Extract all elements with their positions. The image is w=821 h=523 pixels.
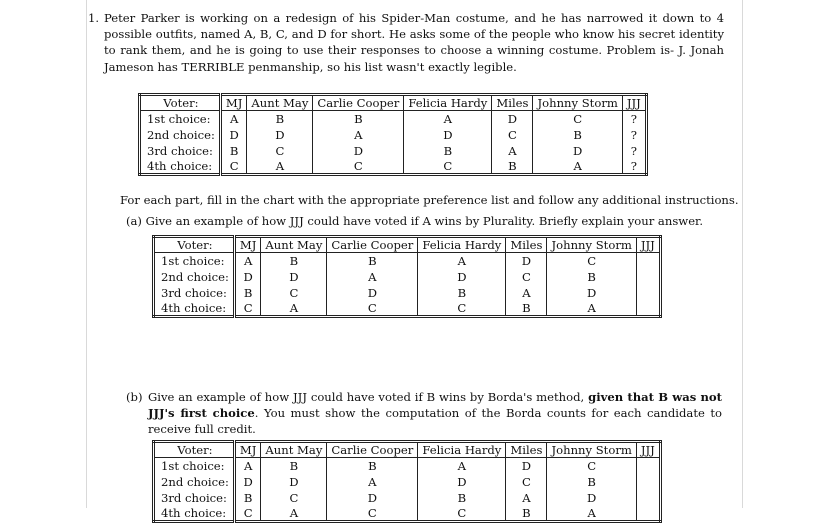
ballot-cell: B	[404, 143, 492, 159]
ballot-cell: A	[506, 285, 547, 301]
ballot-cell: D	[547, 490, 636, 506]
header-carlie-cooper: Carlie Cooper	[327, 442, 418, 458]
row-label: 2nd choice:	[161, 269, 229, 284]
jjj-unknown-cell: ?	[622, 143, 646, 159]
ballot-cell: A	[492, 143, 533, 159]
ballot-cell: A	[247, 159, 313, 175]
header-mj: MJ	[234, 237, 261, 253]
jjj-answer-cell[interactable]	[636, 301, 660, 317]
ballot-cell: A	[533, 159, 622, 175]
part-a-label: (a)	[126, 214, 142, 228]
ballot-cell: D	[547, 285, 636, 301]
ballot-cell: B	[261, 253, 327, 269]
ballot-cell: D	[327, 490, 418, 506]
header-voter: Voter:	[154, 442, 235, 458]
part-a-ballot-table	[152, 235, 662, 318]
ballot-cell: D	[234, 474, 261, 490]
page-right-edge	[742, 0, 743, 508]
row-label: 1st choice:	[161, 458, 225, 473]
ballot-cell: A	[418, 253, 506, 269]
ballot-cell: B	[547, 474, 636, 490]
row-label: 1st choice:	[161, 253, 225, 268]
row-label: 3rd choice:	[147, 143, 213, 158]
header-miles: Miles	[506, 237, 547, 253]
ballot-cell: C	[247, 143, 313, 159]
header-jjj: JJJ	[636, 442, 660, 458]
header-johnny-storm: Johnny Storm	[533, 95, 622, 111]
ballot-cell: B	[492, 159, 533, 175]
table-row	[154, 285, 661, 301]
header-jjj: JJJ	[636, 237, 660, 253]
ballot-cell: C	[404, 159, 492, 175]
ballot-cell: D	[261, 269, 327, 285]
row-label: 4th choice:	[161, 505, 227, 520]
ballot-cell: D	[492, 111, 533, 127]
ballot-cell: D	[327, 285, 418, 301]
ballot-cell: C	[327, 506, 418, 522]
part-a-text: Give an example of how JJJ could have voted if A wins by Plurality. Briefly explain your answer.	[145, 214, 704, 228]
table-row	[140, 159, 647, 175]
ballot-cell: B	[418, 285, 506, 301]
ballot-cell: C	[313, 159, 404, 175]
ballot-cell: A	[313, 127, 404, 143]
table-row	[154, 253, 661, 269]
ballot-cell: D	[533, 143, 622, 159]
jjj-answer-cell[interactable]	[636, 285, 660, 301]
ballot-cell: D	[506, 458, 547, 474]
header-mj: MJ	[220, 95, 247, 111]
table-row	[154, 474, 661, 490]
ballot-cell: C	[220, 159, 247, 175]
jjj-answer-cell[interactable]	[636, 474, 660, 490]
header-voter: Voter:	[140, 95, 221, 111]
table-row	[154, 269, 661, 285]
ballot-cell: D	[418, 474, 506, 490]
ballot-cell: B	[234, 490, 261, 506]
row-label: 2nd choice:	[147, 127, 215, 142]
row-label: 3rd choice:	[161, 490, 227, 505]
ballot-cell: A	[418, 458, 506, 474]
header-carlie-cooper: Carlie Cooper	[327, 237, 418, 253]
header-voter: Voter:	[154, 237, 235, 253]
jjj-unknown-cell: ?	[622, 111, 646, 127]
page-left-edge	[86, 0, 87, 508]
row-label: 4th choice:	[147, 158, 213, 173]
jjj-answer-cell[interactable]	[636, 458, 660, 474]
table-header-row	[154, 237, 661, 253]
problem-number: 1.	[88, 11, 100, 25]
part-b-text-2: . You must show the computation of the Borda counts for each candidate to receive full credit.	[148, 406, 722, 437]
row-label: 4th choice:	[161, 300, 227, 315]
header-aunt-may: Aunt May	[261, 442, 327, 458]
ballot-cell: B	[327, 253, 418, 269]
ballot-cell: B	[533, 127, 622, 143]
header-johnny-storm: Johnny Storm	[547, 237, 636, 253]
ballot-cell: D	[220, 127, 247, 143]
ballot-cell: A	[327, 474, 418, 490]
jjj-answer-cell[interactable]	[636, 269, 660, 285]
ballot-cell: C	[418, 301, 506, 317]
ballot-cell: D	[261, 474, 327, 490]
ballot-cell: A	[506, 490, 547, 506]
ballot-cell: D	[418, 269, 506, 285]
jjj-unknown-cell: ?	[622, 159, 646, 175]
jjj-unknown-cell: ?	[622, 127, 646, 143]
ballot-cell: B	[313, 111, 404, 127]
row-label: 1st choice:	[147, 111, 211, 126]
ballot-cell: B	[247, 111, 313, 127]
ballot-cell: C	[261, 490, 327, 506]
ballot-cell: B	[234, 285, 261, 301]
ballot-cell: C	[547, 458, 636, 474]
jjj-answer-cell[interactable]	[636, 253, 660, 269]
header-felicia-hardy: Felicia Hardy	[418, 442, 506, 458]
ballot-cell: D	[247, 127, 313, 143]
ballot-cell: A	[404, 111, 492, 127]
jjj-answer-cell[interactable]	[636, 490, 660, 506]
table-row	[154, 458, 661, 474]
ballot-cell: B	[327, 458, 418, 474]
ballot-cell: C	[327, 301, 418, 317]
ballot-cell: A	[234, 458, 261, 474]
ballot-cell: D	[506, 253, 547, 269]
row-label: 2nd choice:	[161, 474, 229, 489]
part-a	[126, 213, 726, 229]
ballot-cell: A	[547, 506, 636, 522]
problem-statement	[88, 10, 724, 75]
table-row	[154, 301, 661, 317]
header-jjj: JJJ	[622, 95, 646, 111]
ballot-cell: A	[261, 301, 327, 317]
ballot-cell: C	[492, 127, 533, 143]
ballot-cell: C	[418, 506, 506, 522]
ballot-cell: A	[234, 253, 261, 269]
header-johnny-storm: Johnny Storm	[547, 442, 636, 458]
ballot-cell: D	[313, 143, 404, 159]
header-carlie-cooper: Carlie Cooper	[313, 95, 404, 111]
header-felicia-hardy: Felicia Hardy	[418, 237, 506, 253]
header-miles: Miles	[506, 442, 547, 458]
ballot-cell: A	[547, 301, 636, 317]
header-miles: Miles	[492, 95, 533, 111]
table-header-row	[154, 442, 661, 458]
ballot-cell: A	[220, 111, 247, 127]
part-b-body	[148, 389, 722, 438]
header-aunt-may: Aunt May	[261, 237, 327, 253]
ballot-cell: C	[506, 474, 547, 490]
row-label: 3rd choice:	[161, 285, 227, 300]
header-mj: MJ	[234, 442, 261, 458]
header-felicia-hardy: Felicia Hardy	[404, 95, 492, 111]
ballot-cell: B	[418, 490, 506, 506]
part-b-label: (b)	[126, 390, 143, 404]
table-row	[154, 490, 661, 506]
original-ballot-table	[138, 93, 648, 176]
table-row	[140, 127, 647, 143]
part-b-text-1: Give an example of how JJJ could have voted if B wins by Borda's method,	[148, 390, 589, 404]
ballot-cell: A	[261, 506, 327, 522]
table-row	[140, 143, 647, 159]
ballot-cell: B	[506, 301, 547, 317]
ballot-cell: B	[220, 143, 247, 159]
header-aunt-may: Aunt May	[247, 95, 313, 111]
ballot-cell: C	[533, 111, 622, 127]
table-header-row	[140, 95, 647, 111]
part-b-bold-text: given that B was not JJJ's first choice	[148, 390, 723, 421]
ballot-cell: D	[234, 269, 261, 285]
part-b	[126, 389, 722, 438]
ballot-cell: C	[506, 269, 547, 285]
ballot-cell: C	[234, 506, 261, 522]
part-b-ballot-table	[152, 440, 662, 523]
problem-text: Peter Parker is working on a redesign of his Spider-Man costume, and he has narrowed it down to 4 possible outfits, named A, B, C, and D for short. He asks some of the people who know his secret identity to rank them, and he is going to use their responses to choose a winning costume. Problem is- J. Jonah Jameson has TERRIBLE penmanship, so his list wasn't exactly legible.	[104, 11, 724, 74]
ballot-cell: C	[547, 253, 636, 269]
table-row	[140, 111, 647, 127]
ballot-cell: C	[234, 301, 261, 317]
ballot-cell: C	[261, 285, 327, 301]
ballot-cell: A	[327, 269, 418, 285]
ballot-cell: B	[506, 506, 547, 522]
instructions-text: For each part, fill in the chart with the appropriate preference list and follow any additional instructions.	[120, 193, 739, 207]
ballot-cell: D	[404, 127, 492, 143]
ballot-cell: B	[261, 458, 327, 474]
ballot-cell: B	[547, 269, 636, 285]
